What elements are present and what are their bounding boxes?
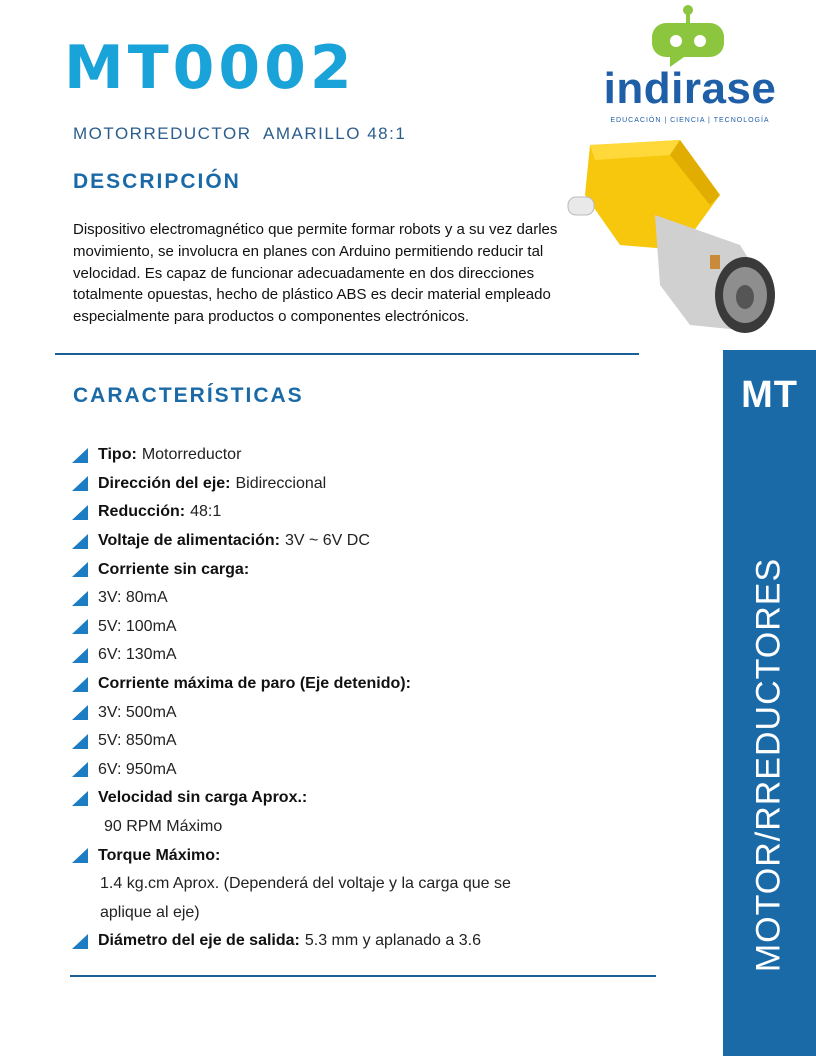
- spec-value: 1.4 kg.cm Aprox. (Dependerá del voltaje y la carga que se: [100, 874, 511, 892]
- bullet-triangle-icon: [72, 848, 88, 863]
- spec-label: Reducción:: [98, 503, 186, 521]
- spec-value: 6V: 950mA: [98, 760, 177, 778]
- characteristics-heading: CARACTERÍSTICAS: [73, 384, 304, 407]
- brand-tagline: EDUCACIÓN | CIENCIA | TECNOLOGÍA: [610, 117, 770, 124]
- spec-label: Torque Máximo:: [98, 846, 221, 864]
- divider: [70, 975, 656, 977]
- spec-value: 5V: 100mA: [98, 617, 177, 635]
- description-heading: DESCRIPCIÓN: [73, 170, 241, 193]
- spec-voltaje: [72, 527, 632, 556]
- bullet-triangle-icon: [72, 934, 88, 949]
- category-sidebar: [723, 350, 816, 1056]
- motor-image: [560, 135, 780, 335]
- spec-subitem: [72, 613, 632, 642]
- spec-subitem: [72, 727, 632, 756]
- divider: [55, 353, 639, 355]
- bullet-triangle-icon: [72, 476, 88, 491]
- spec-reduccion: [72, 498, 632, 527]
- spec-value: 5.3 mm y aplanado a 3.6: [304, 932, 481, 950]
- description-text: Dispositivo electromagnético que permite formar robots y a su vez darles movimiento, se involucra en planes con Arduino permitiendo reducir tal velocidad. Es capaz de funcionar adecuadamente en dos direcciones totalmente opuestas, hecho de plástico ABS es decir material empleado especialmente para productos o componentes electrónicos.: [73, 221, 558, 325]
- spec-label: Tipo:: [98, 446, 137, 464]
- sidebar-short-code: MT: [741, 374, 798, 416]
- product-subtitle: MOTORREDUCTOR AMARILLO 48:1: [73, 124, 407, 143]
- product-code: MT0002: [64, 33, 356, 103]
- spec-label: Corriente sin carga:: [98, 560, 250, 578]
- spec-value: Motorreductor: [141, 446, 242, 464]
- bullet-triangle-icon: [72, 677, 88, 692]
- spec-value: 5V: 850mA: [98, 732, 177, 750]
- spec-value: 3V ~ 6V DC: [284, 532, 370, 550]
- spec-value: Bidireccional: [235, 474, 327, 492]
- spec-label: Velocidad sin carga Aprox.:: [98, 789, 308, 807]
- spec-label: Corriente máxima de paro (Eje detenido):: [98, 675, 411, 693]
- spec-label: Dirección del eje:: [98, 474, 231, 492]
- spec-subitem: [72, 641, 632, 670]
- bullet-triangle-icon: [72, 562, 88, 577]
- spec-direccion: [72, 470, 632, 499]
- spec-value: 3V: 80mA: [98, 589, 168, 607]
- spec-value: 6V: 130mA: [98, 646, 177, 664]
- robot-icon: [582, 5, 798, 69]
- spec-value: 90 RPM Máximo: [104, 817, 223, 835]
- bullet-triangle-icon: [72, 534, 88, 549]
- spec-subitem: [72, 584, 632, 613]
- spec-corriente-paro: [72, 670, 632, 699]
- spec-list: [72, 441, 632, 956]
- spec-value: 3V: 500mA: [98, 703, 177, 721]
- sidebar-category: MOTOR/RREDUCTORES: [749, 557, 788, 973]
- spec-label: Voltaje de alimentación:: [98, 532, 280, 550]
- bullet-triangle-icon: [72, 505, 88, 520]
- bullet-triangle-icon: [72, 619, 88, 634]
- brand-name: indirase: [603, 64, 777, 113]
- spec-subitem: [72, 756, 632, 785]
- bullet-triangle-icon: [72, 734, 88, 749]
- spec-torque: [72, 841, 632, 870]
- spec-value: 48:1: [190, 503, 222, 521]
- bullet-triangle-icon: [72, 448, 88, 463]
- spec-velocidad: [72, 784, 632, 813]
- bullet-triangle-icon: [72, 705, 88, 720]
- bullet-triangle-icon: [72, 648, 88, 663]
- spec-label: Diámetro del eje de salida:: [98, 932, 300, 950]
- spec-diametro: [72, 927, 632, 956]
- spec-tipo: [72, 441, 632, 470]
- spec-subitem: [72, 698, 632, 727]
- spec-value: aplique al eje): [100, 903, 200, 921]
- spec-corriente-sin-carga: [72, 555, 632, 584]
- bullet-triangle-icon: [72, 762, 88, 777]
- brand-logo: [582, 5, 798, 130]
- bullet-triangle-icon: [72, 791, 88, 806]
- bullet-triangle-icon: [72, 591, 88, 606]
